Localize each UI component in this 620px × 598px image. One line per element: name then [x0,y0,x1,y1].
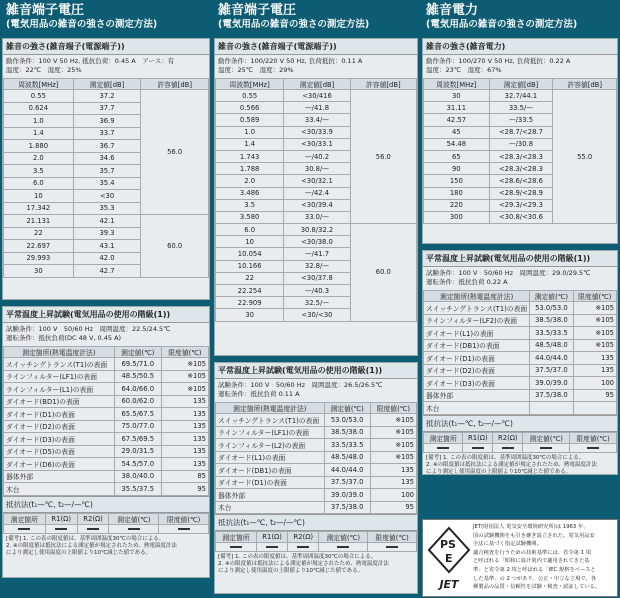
location-cell: ダイオード(D3)の表面 [4,433,115,446]
location-cell: 木台 [216,501,325,514]
location-cell: ダイオード(L1)の表面 [424,327,530,340]
limit-cell: ※105 [161,358,208,371]
frequency-cell: 3.5 [216,199,284,211]
limit-cell: ※105 [161,370,208,383]
location-cell: ラインフィルター(LF1)の表面 [4,370,115,383]
frequency-cell: 42.57 [424,114,490,126]
jet-logo-text: JET [439,578,459,591]
col1-noise-panel [2,38,210,300]
measured-cell: 39.0/39.0 [324,489,370,502]
col1-resist-table: 測定箇所 R1(Ω) R2(Ω) 測定値(℃) 限度値(℃) [3,513,209,534]
measured-cell: 36.9 [73,115,141,128]
limit-cell: 135 [161,395,208,408]
measured-cell: 67.5/69.5 [114,433,161,446]
frequency-cell: 30 [216,309,284,321]
frequency-cell: 6.0 [4,177,74,190]
col1-temp-title: 平常温度上昇試験(電気用品の使用の階級(1)) [3,307,209,323]
table-row [424,327,617,340]
frequency-cell: 1.0 [4,115,74,128]
col2-header [214,0,418,38]
frequency-cell: 3.486 [216,187,284,199]
measured-cell: —/41.8 [284,102,350,114]
measured-cell: 44.0/44.0 [324,464,370,477]
measured-cell: 37.5/37.0 [530,364,573,377]
table-row [216,426,417,439]
col2-noise-table: 周波数[MHz] 測定値[dB] 許容値[dB] 0.55 <30/416 56.0 0.566 —/41.8 0.589 33.4/— 1.0 <30/33.9 1.4 <30/33.1 1.743 —/40.2 1.788 30.8/— 2.0 <30/32.1 3.486 —/42.4 3.5 <30/39.4 3.580 33.0/— 6.0 30.8/32.2 60.0 10 <30/38.0 10.054 —/41.7 10.166 32.8/— 22 <30/37.8 22.254 —/40.3 22.909 32.5/— 30 <30/<30 [215,78,417,322]
pse-logo [427,526,471,592]
frequency-cell: 6.0 [216,224,284,236]
table-row [4,370,209,383]
table-row [4,215,209,228]
column-2 [214,0,418,594]
col3-noise-table: 周波数[MHz] 測定値[dB] 許容値[dB] 30 32.7/44.1 55.0 31.11 33.5/— 42.57 —/33.5 45 <28.7/<28.7 54.48 —/30.8 65 <28.3/<28.3 90 <28.3/<28.3 150 <28.6/<28.6 180 <28.9/<28.9 220 <29.3/<29.3 300 <30.8/<30.6 [423,78,617,224]
frequency-cell: 31.11 [424,102,490,114]
measured-cell: 35.5/37.5 [114,483,161,496]
col3-notes: [備考] 1. この表の限度値は、基準周囲温度30℃の場合による。 2. ※の限度値は抵抗法による測定値が規定されたため、熱電温度計法 により測定し使用温度の上限値より10℃減じた値である。 [426,454,597,475]
measured-cell: —/41.7 [284,248,350,260]
location-cell: 器体外部 [424,389,530,402]
table-row [424,377,617,390]
measured-cell: 43.1 [73,240,141,253]
frequency-cell: 1.743 [216,150,284,162]
measured-cell: <30/<30 [284,309,350,321]
measured-cell: <30 [73,190,141,203]
frequency-cell: 1.788 [216,163,284,175]
frequency-cell: 0.55 [216,90,284,102]
frequency-cell: 22.254 [216,285,284,297]
table-row [4,90,209,103]
limit-cell: 135 [370,464,416,477]
measured-cell: 38.0/40.0 [114,470,161,483]
table-row [424,389,617,402]
location-cell: ダイオード(DB1)の表面 [424,339,530,352]
frequency-cell: 0.566 [216,102,284,114]
measured-cell: 29.0/31.5 [114,445,161,458]
location-cell: スイッチングトランス(T1)の表面 [424,302,530,315]
col1-resist-label: 抵抗法(t₁—℃, t₂—/—℃) [3,496,209,513]
col3-resist-table: 測定箇所 R1(Ω) R2(Ω) 測定値(℃) 限度値(℃) [423,432,617,453]
frequency-cell: 65 [424,150,490,162]
measured-cell: 32.8/— [284,260,350,272]
limit-cell: ※105 [370,451,416,464]
col3-header [422,0,618,38]
measured-cell: 48.5/50.5 [114,370,161,383]
measured-cell: —/33.5 [489,114,553,126]
measured-cell: 38.5/38.0 [324,426,370,439]
measured-cell: 33.0/— [284,211,350,223]
table-row [4,420,209,433]
frequency-cell: 21.131 [4,215,74,228]
location-cell: ダイオード(L1)の表面 [216,451,325,464]
frequency-cell: 22 [216,272,284,284]
jet-info-box [422,519,618,597]
table-row [4,383,209,396]
column-3 [422,0,618,475]
measured-cell: <30.8/<30.6 [489,211,553,223]
table-row [216,224,417,236]
measured-cell [530,402,573,415]
table-row [4,408,209,421]
col1-conditions: 動作条件：100 V 50 Hz, 抵抗負荷：0.45 A アース：有 温度：22℃ 湿度：25% [6,57,175,74]
limit-cell: 95 [370,501,416,514]
measured-cell: 48.5/48.0 [530,339,573,352]
frequency-cell: 3.580 [216,211,284,223]
svg-text:PS: PS [440,538,456,551]
col2-noise-panel: 雑音の強さ(雑音端子(電源端子)) 動作条件：100/220 V 50 Hz, 負荷抵抗：0.11 A 温度：25℃ 湿度：29% 周波数[MHz] 測定値[dB] 許容値[dB] 0.55 <30/416 56.0 0.566 —/41.8 0.589 33.4/— 1.0 <30/33.9 1.4 <30/33.1 1.743 —/40.2 1.788 30.8/— 2.0 <30/32.1 3.486 —/42.4 3.5 <30/39.4 3.580 33.0/— 6.0 30.8/32.2 60.0 10 <30/38.0 10.054 —/41.7 10.166 32.8/— 22 <30/37.8 22.254 —/40.3 22.909 32.5/— 30 <30/<30 [214,38,418,356]
col2-temp-title: 平常温度上昇試験(電気用品の使用の階級(1)) [215,363,417,379]
frequency-cell: 180 [424,187,490,199]
frequency-cell: 3.5 [4,165,74,178]
pse-diamond-icon [427,526,471,576]
frequency-cell: 10.054 [216,248,284,260]
frequency-cell: 1.4 [216,138,284,150]
frequency-cell: 10 [216,236,284,248]
limit-cell: 60.0 [350,224,416,322]
measured-cell: 42.7 [73,265,141,278]
location-cell: ダイオード(D1)の表面 [216,476,325,489]
measured-cell: 33.5/33.5 [324,439,370,452]
col2-temp-panel: 平常温度上昇試験(電気用品の使用の階級(1)) 試験条件：100 V 50/60 Hz 周囲温度：26.5/26.5℃ 運転条件：抵抗負荷 0.11 A 測定箇所(熱電温度計法) 測定値(℃) 限度値(℃) スイッチングトランス(T1)の表面 53.0/53.0 ※105 ラインフィルター(LF1)の表面 38.5/38.0 ※105 ラインフィルター(L2)の表面 33.5/33.5 ※105 ダイオード(L1)の表面 48.5/48.0 ※105 ダイオード(DB1)の表面 44.0/44.0 135 ダイオード(D1)の表面 37.5/37.0 135 器体外部 39.0/39.0 100 木台 37.5/38.0 95 抵抗法(t₁—℃, t₂—/—℃) 測定箇所 R1(Ω) R2(Ω) 測定値(℃) 限度値(℃) [備考] 1. この表の限度値は、基準周囲温度30℃の場合による。 2. ※の限度値は抵抗法による測定値が規定されたため、熱電温度計法 により測定し使用温度の上限値より10℃減じた値である。 [214,362,418,594]
measured-cell: 39.3 [73,227,141,240]
measured-cell: 37.5/38.0 [530,389,573,402]
measured-cell: 35.3 [73,202,141,215]
location-cell: スイッチングトランス(T1)の表面 [4,358,115,371]
measured-cell: 60.0/62.0 [114,395,161,408]
measured-cell: 33.7 [73,127,141,140]
location-cell: ダイオード(D1)の表面 [424,352,530,365]
location-cell: 木台 [424,402,530,415]
measured-cell: 35.7 [73,165,141,178]
table-row [216,414,417,427]
col2-title: 雑音端子電圧 [218,3,297,18]
measured-cell: 75.0/77.0 [114,420,161,433]
frequency-cell: 300 [424,211,490,223]
frequency-cell: 1.4 [4,127,74,140]
col3-subtitle: (電気用品の雑音の強さの測定方法) [426,19,578,30]
table-row [424,402,617,415]
col1-header [2,0,210,38]
table-row [424,302,617,315]
table-row [216,489,417,502]
table-row [424,364,617,377]
measured-cell: 35.4 [73,177,141,190]
measured-cell: 32.7/44.1 [489,90,553,102]
measured-cell: <28.3/<28.3 [489,150,553,162]
measured-cell: 39.0/39.0 [530,377,573,390]
table-row [4,445,209,458]
col3-temp-panel: 平常温度上昇試験(電気用品の使用の階級(1)) 試験条件：100 V 50/60 Hz 周囲温度：29.0/29.5℃ 運転条件：抵抗負荷 0.22 A 測定箇所(熱電温度計法) 測定値(℃) 限度値(℃) スイッチングトランス(T1)の表面 53.0/53.0 ※105 ラインフィルター(LF2)の表面 38.5/38.0 ※105 ダイオード(L1)の表面 33.5/33.5 ※105 ダイオード(DB1)の表面 48.5/48.0 ※105 ダイオード(D1)の表面 44.0/44.0 135 ダイオード(D2)の表面 37.5/37.0 135 ダイオード(D3)の表面 39.0/39.0 100 器体外部 37.5/38.0 95 木台 抵抗法(t₁—℃, t₂—/—℃) 測定箇所 R1(Ω) R2(Ω) 測定値(℃) 限度値(℃) [備考] 1. この表の限度値は、基準周囲温度30℃の場合による。 2. ※の限度値は抵抗法による測定値が規定されたため、熱電温度計法 により測定し使用温度の上限値より10℃減じた値である。 [422,250,618,475]
limit-cell: ※105 [370,439,416,452]
col2-subtitle: (電気用品の雑音の強さの測定方法) [218,19,370,30]
frequency-cell: 0.55 [4,90,74,103]
limit-cell: 135 [573,364,616,377]
col3-temp-title: 平常温度上昇試験(電気用品の使用の階級(1)) [423,251,617,267]
col2-notes: [備考] 1. この表の限度値は、基準周囲温度30℃の場合による。 2. ※の限度値は抵抗法による測定値が規定されたため、熱電温度計法 により測定し使用温度の上限値より10℃減じた値である。 [218,554,389,574]
measured-cell: 64.0/66.0 [114,383,161,396]
limit-cell: 100 [370,489,416,502]
limit-cell: ※105 [370,414,416,427]
limit-cell: 56.0 [350,90,416,224]
table-row [216,501,417,514]
measured-cell: 37.5/38.0 [324,501,370,514]
frequency-cell: 22.697 [4,240,74,253]
measured-cell: 48.5/48.0 [324,451,370,464]
measured-cell: 36.7 [73,140,141,153]
col1-title: 雑音端子電圧 [6,3,85,18]
measured-cell: 37.5/37.0 [324,476,370,489]
location-cell: ダイオード(DB1)の表面 [216,464,325,477]
limit-cell: ※105 [573,314,616,327]
limit-cell: 55.0 [553,90,617,224]
limit-cell: 135 [161,408,208,421]
measured-cell: —/30.8 [489,138,553,150]
measured-cell: 44.0/44.0 [530,352,573,365]
limit-cell: ※105 [573,302,616,315]
limit-cell [573,402,616,415]
location-cell: 器体外部 [4,470,115,483]
table-row [4,470,209,483]
limit-cell: 95 [161,483,208,496]
measured-cell: 37.2 [73,90,141,103]
location-cell: ラインフィルター(LF1)の表面 [216,426,325,439]
measured-cell: 33.4/— [284,114,350,126]
col1-temp-table: 測定箇所(熱電温度計法) 測定値(℃) 限度値(℃) スイッチングトランス(T1)の表面 69.5/71.0 ※105 ラインフィルター(LF1)の表面 48.5/50.5 ※105 ラインフィルター(L1)の表面 64.0/66.0 ※105 ダイオード(BD1)の表面 60.0/62.0 135 ダイオード(D1)の表面 65.5/67.5 135 ダイオード(D2)の表面 75.0/77.0 135 ダイオード(D3)の表面 67.5/69.5 135 ダイオード(D5)の表面 29.0/31.5 135 ダイオード(D6)の表面 54.5/57.0 135 器体外部 38.0/40.0 85 木台 35.5/37.5 95 [3,346,209,496]
col2-panel-title: 雑音の強さ(雑音端子(電源端子)) [215,39,417,55]
limit-cell: ※105 [573,327,616,340]
col1-noise-table: 周波数[MHz] 測定値[dB] 許容値[dB] 0.55 37.2 56.0 0.624 37.7 1.0 36.9 1.4 33.7 1.880 36.7 2.0 34.6 3.5 35.7 6.0 35.4 10 <30 17.342 35.3 21.131 42.1 60.0 22 39.3 22.697 43.1 29.993 42.0 30 42.7 [3,78,209,278]
col3-panel-title: 雑音の強さ(雑音電力) [423,39,617,55]
measured-cell: <29.3/<29.3 [489,199,553,211]
limit-cell: ※105 [573,339,616,352]
measured-cell: <30/416 [284,90,350,102]
measured-cell: 34.6 [73,152,141,165]
frequency-cell: 22.909 [216,297,284,309]
measured-cell: <30/33.1 [284,138,350,150]
svg-text:E: E [445,552,453,565]
col3-temp-table: 測定箇所(熱電温度計法) 測定値(℃) 限度値(℃) スイッチングトランス(T1)の表面 53.0/53.0 ※105 ラインフィルター(LF2)の表面 38.5/38.0 ※105 ダイオード(L1)の表面 33.5/33.5 ※105 ダイオード(DB1)の表面 48.5/48.0 ※105 ダイオード(D1)の表面 44.0/44.0 135 ダイオード(D2)の表面 37.5/37.0 135 ダイオード(D3)の表面 39.0/39.0 100 器体外部 37.5/38.0 95 木台 [423,290,617,415]
measured-cell: 53.0/53.0 [530,302,573,315]
location-cell: ダイオード(BD1)の表面 [4,395,115,408]
limit-cell: 135 [573,352,616,365]
limit-cell: 135 [161,458,208,471]
limit-cell: ※105 [161,383,208,396]
col3-title: 雑音電力 [426,3,479,18]
frequency-cell: 0.624 [4,102,74,115]
location-cell: ラインフィルター(L2)の表面 [216,439,325,452]
location-cell: ダイオード(D3)の表面 [424,377,530,390]
frequency-cell: 2.0 [4,152,74,165]
measured-cell: 54.5/57.0 [114,458,161,471]
col3-resist-label: 抵抗法(t₁—℃, t₂—/—℃) [423,415,617,432]
limit-cell: 135 [161,420,208,433]
limit-cell: 100 [573,377,616,390]
frequency-cell: 0.589 [216,114,284,126]
measured-cell: <30/32.1 [284,175,350,187]
location-cell: ラインフィルター(LF2)の表面 [424,314,530,327]
col1-temp-panel: 平常温度上昇試験(電気用品の使用の階級(1)) 試験条件：100 V 50/60 Hz 周囲温度：22.5/24.5℃ 運転条件：抵抗負荷(DC 48 V, 0.45 A) 測定箇所(熱電温度計法) 測定値(℃) 限度値(℃) スイッチングトランス(T1)の表面 69.5/71.0 ※105 ラインフィルター(LF1)の表面 48.5/50.5 ※105 ラインフィルター(L1)の表面 64.0/66.0 ※105 ダイオード(BD1)の表面 60.0/62.0 135 ダイオード(D1)の表面 65.5/67.5 135 ダイオード(D2)の表面 75.0/77.0 135 ダイオード(D3)の表面 67.5/69.5 135 ダイオード(D5)の表面 29.0/31.5 135 ダイオード(D6)の表面 54.5/57.0 135 器体外部 38.0/40.0 85 木台 35.5/37.5 95 抵抗法(t₁—℃, t₂—/—℃) 測定箇所 R1(Ω) R2(Ω) 測定値(℃) 限度値(℃) [備考] 1. この表の限度値は、基準周囲温度30℃の場合による。 2. ※の限度値は抵抗法による測定値が規定されたため、熱電温度計法 により測定し使用温度の上限値より10℃減じた値である。 [2,306,210,578]
limit-cell: ※105 [370,426,416,439]
location-cell: ラインフィルター(L1)の表面 [4,383,115,396]
col1-notes: [備考] 1. この表の限度値は、基準周囲温度30℃の場合による。 2. ※の限度値は抵抗法による測定値が規定されたため、熱電温度計法 により測定し使用温度の上限値より10℃減じた値である。 [6,535,177,556]
col2-resist-label: 抵抗法(t₁—℃, t₂—/—℃) [215,514,417,531]
limit-cell: 95 [573,389,616,402]
frequency-cell: 30 [4,265,74,278]
measured-cell: —/40.3 [284,285,350,297]
measured-cell: 65.5/67.5 [114,408,161,421]
measured-cell: 32.5/— [284,297,350,309]
measured-cell: 38.5/38.0 [530,314,573,327]
table-row [4,458,209,471]
frequency-cell: 220 [424,199,490,211]
table-row [216,439,417,452]
limit-cell: 135 [161,433,208,446]
measured-cell: —/40.2 [284,150,350,162]
limit-cell: 85 [161,470,208,483]
frequency-cell: 2.0 [216,175,284,187]
measured-cell: <28.3/<28.3 [489,163,553,175]
col3-noise-panel: 雑音の強さ(雑音電力) 動作条件：100/270 V 50 Hz, 負荷抵抗：0.22 A 温度：23℃ 湿度：67% 周波数[MHz] 測定値[dB] 許容値[dB] 30 32.7/44.1 55.0 31.11 33.5/— 42.57 —/33.5 45 <28.7/<28.7 54.48 —/30.8 65 <28.3/<28.3 90 <28.3/<28.3 150 <28.6/<28.6 180 <28.9/<28.9 220 <29.3/<29.3 300 <30.8/<30.6 [422,38,618,244]
measured-cell: 30.8/— [284,163,350,175]
location-cell: ダイオード(D1)の表面 [4,408,115,421]
table-row [424,352,617,365]
measured-cell: 42.1 [73,215,141,228]
measured-cell: <30/37.8 [284,272,350,284]
measured-cell: 30.8/32.2 [284,224,350,236]
table-row [216,90,417,102]
frequency-cell: 30 [424,90,490,102]
col2-resist-table: 測定箇所 R1(Ω) R2(Ω) 測定値(℃) 限度値(℃) [215,531,417,552]
col1-panel-title: 雑音の強さ(雑音端子(電源端子)) [3,39,209,55]
measured-cell: 69.5/71.0 [114,358,161,371]
table-row [4,395,209,408]
limit-cell: 135 [161,445,208,458]
jet-description: JET(財団法人 電気安全環境研究所)は 1963 年、 国の試験機関をも引き継ぎ設立された。電気用品安 全法に基づく指定試験機関。 適合検査を行うための技術基準には、省令第 1 項 と呼ばれる「昭和に設け別内で適用されてきた基 準」と省令第 2 項と呼ばれる「IEC 規格をベースと した基準」の 2 つがあり、公正・中立な立場で、各 種製品の品質・信頼性を試験・検査・認証している。 [473,524,601,591]
frequency-cell: 1.0 [216,126,284,138]
frequency-cell: 45 [424,126,490,138]
location-cell: ダイオード(D6)の表面 [4,458,115,471]
measured-cell: <28.6/<28.6 [489,175,553,187]
frequency-cell: 17.342 [4,202,74,215]
frequency-cell: 90 [424,163,490,175]
column-1 [2,0,210,578]
col2-temp-table: 測定箇所(熱電温度計法) 測定値(℃) 限度値(℃) スイッチングトランス(T1)の表面 53.0/53.0 ※105 ラインフィルター(LF1)の表面 38.5/38.0 ※105 ラインフィルター(L2)の表面 33.5/33.5 ※105 ダイオード(L1)の表面 48.5/48.0 ※105 ダイオード(DB1)の表面 44.0/44.0 135 ダイオード(D1)の表面 37.5/37.0 135 器体外部 39.0/39.0 100 木台 37.5/38.0 95 [215,402,417,514]
frequency-cell: 22 [4,227,74,240]
measured-cell: —/42.4 [284,187,350,199]
measured-cell: 53.0/53.0 [324,414,370,427]
table-row [424,90,617,102]
limit-cell: 135 [370,476,416,489]
col1-subtitle: (電気用品の雑音の強さの測定方法) [6,19,158,30]
measured-cell: <28.7/<28.7 [489,126,553,138]
frequency-cell: 10 [4,190,74,203]
measured-cell: 33.5/— [489,102,553,114]
location-cell: 器体外部 [216,489,325,502]
table-row [216,476,417,489]
measured-cell: 37.7 [73,102,141,115]
location-cell: ダイオード(D2)の表面 [4,420,115,433]
table-row [4,358,209,371]
location-cell: ダイオード(D5)の表面 [4,445,115,458]
frequency-cell: 10.166 [216,260,284,272]
table-row [4,433,209,446]
limit-cell: 60.0 [141,215,209,278]
frequency-cell: 1.880 [4,140,74,153]
location-cell: 木台 [4,483,115,496]
measured-cell: <30/38.0 [284,236,350,248]
frequency-cell: 150 [424,175,490,187]
location-cell: ダイオード(D2)の表面 [424,364,530,377]
measured-cell: <30/33.9 [284,126,350,138]
table-row [424,339,617,352]
measured-cell: <28.9/<28.9 [489,187,553,199]
limit-cell: 56.0 [141,90,209,215]
frequency-cell: 54.48 [424,138,490,150]
table-row [424,314,617,327]
table-row [4,483,209,496]
measured-cell: 33.5/33.5 [530,327,573,340]
table-row [216,451,417,464]
measured-cell: 42.0 [73,252,141,265]
frequency-cell: 29.993 [4,252,74,265]
location-cell: スイッチングトランス(T1)の表面 [216,414,325,427]
measured-cell: <30/39.4 [284,199,350,211]
table-row [216,464,417,477]
